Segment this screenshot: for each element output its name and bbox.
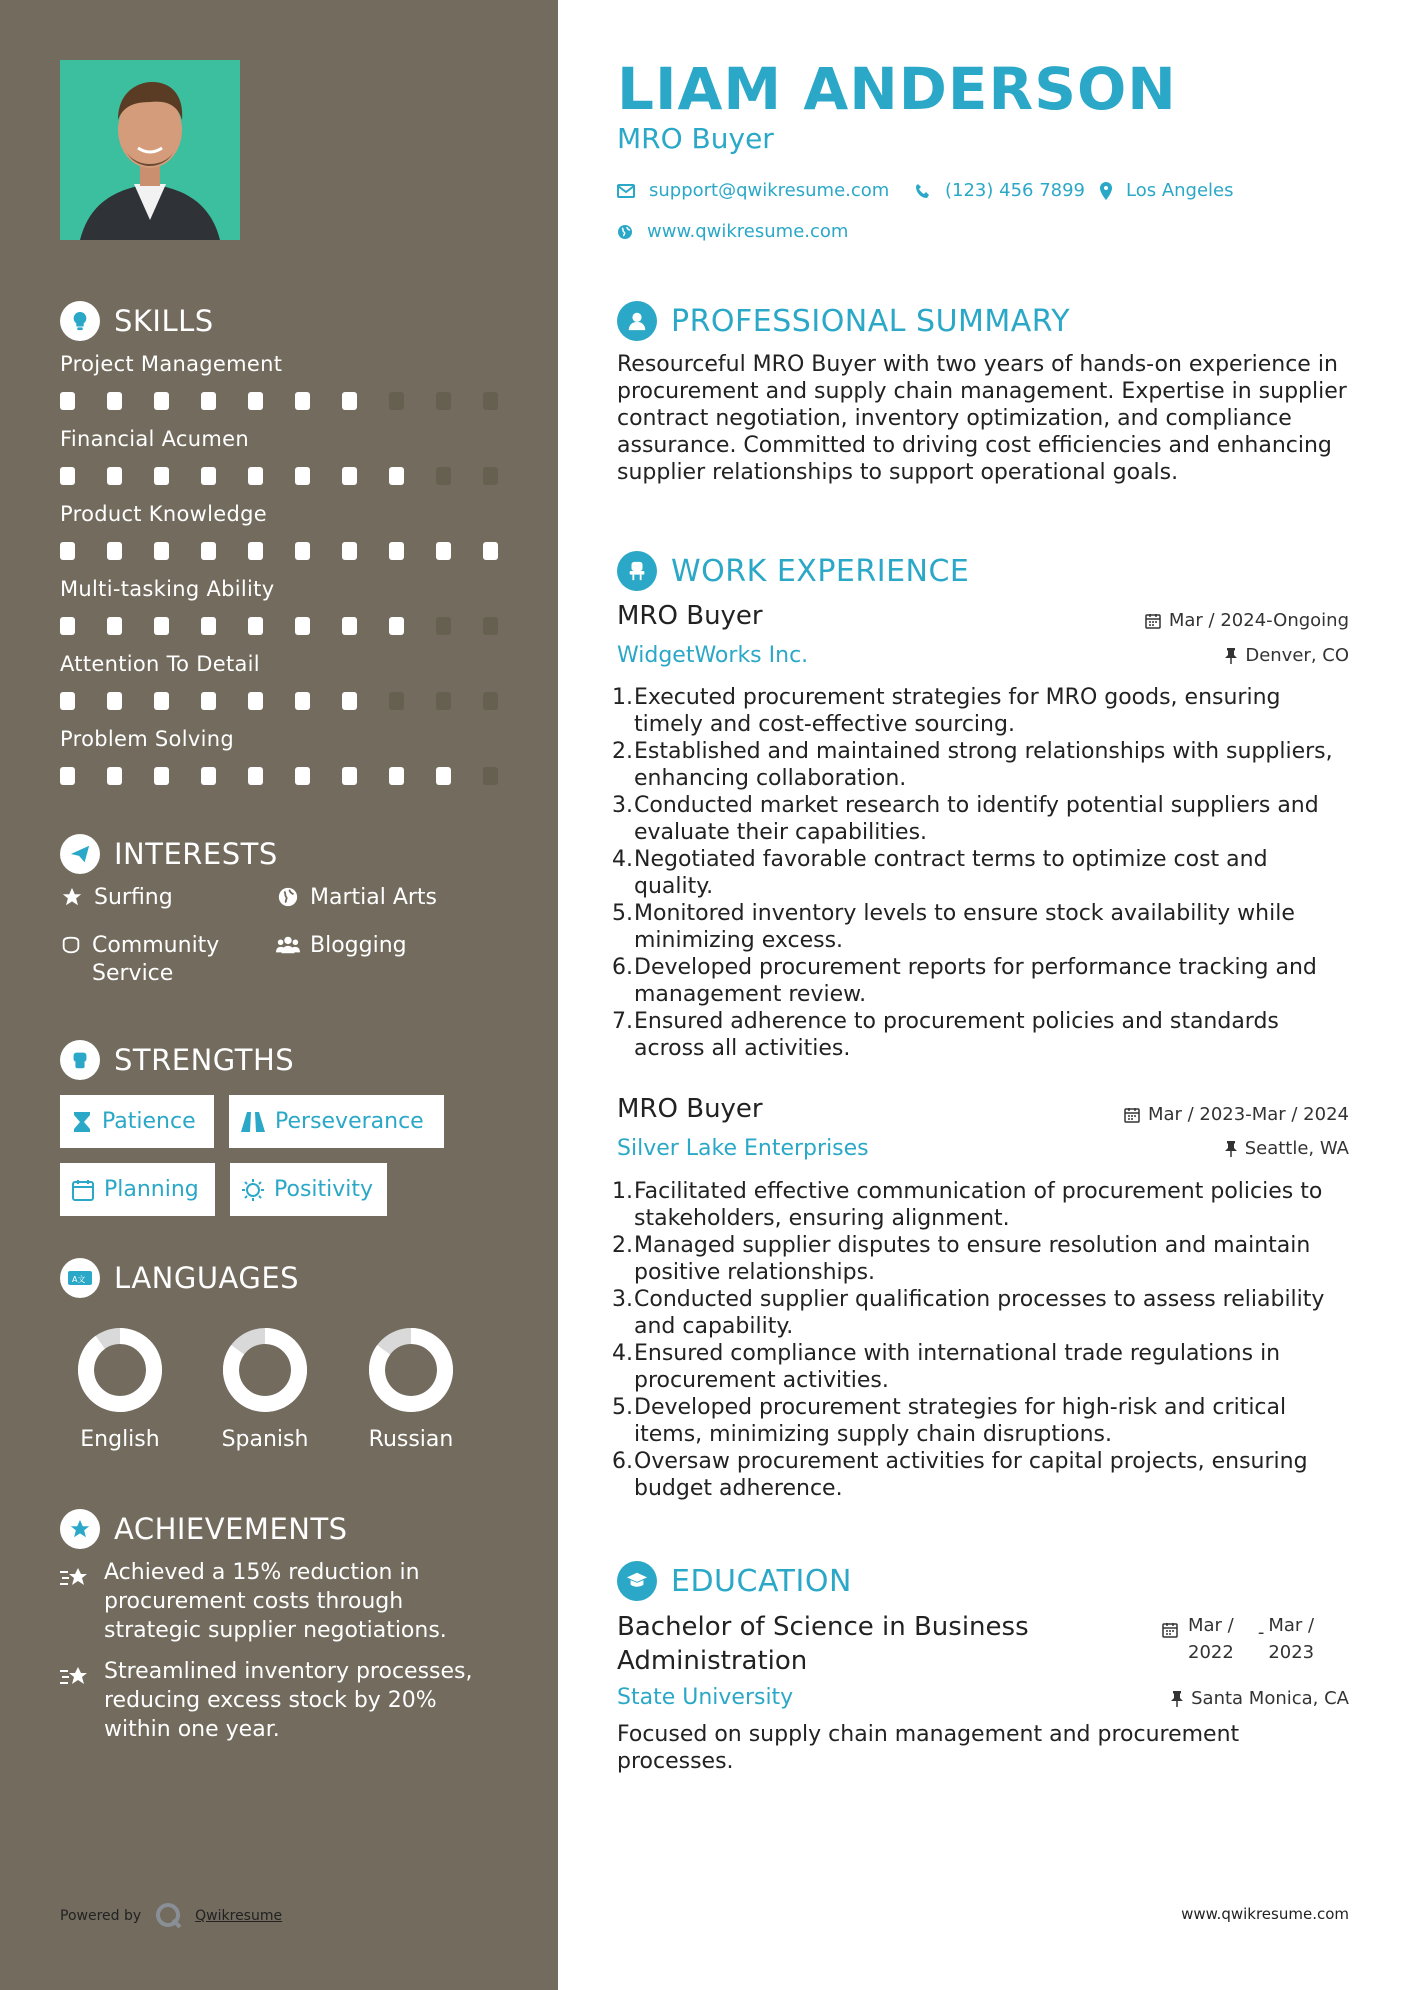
interest-label: Martial Arts <box>310 885 438 910</box>
sidebar <box>0 0 558 1990</box>
calendar-icon <box>1162 1612 1178 1643</box>
skill-dot-filled <box>60 692 75 710</box>
bullet-text: Ensured adherence to procurement policies and standards across all activities. <box>634 1009 1279 1061</box>
skill-dot-filled <box>154 542 169 560</box>
calendar-icon <box>1145 613 1161 629</box>
education-end <box>1268 1612 1314 1666</box>
skill-dot-filled <box>201 467 216 485</box>
skill-item <box>60 352 500 410</box>
job-bullet <box>612 738 1352 792</box>
skill-dot-filled <box>248 467 263 485</box>
achievements-header <box>60 1509 348 1549</box>
language-name: Spanish <box>221 1427 309 1452</box>
summary-text: Resourceful MRO Buyer with two years of hands-on experience in procurement and supply chain management. Expertise in supplier contract negotiation, inventory optimization, and compliance assurance. Committed to driving cost efficiencies and enhancing supplier relationships to support operational goals. <box>617 352 1347 485</box>
job-location <box>1225 645 1349 666</box>
envelope-icon <box>617 184 635 198</box>
degree-line-2: Administration <box>617 1646 808 1676</box>
end-month: Mar / <box>1268 1615 1315 1636</box>
strength-label: Planning <box>104 1177 199 1202</box>
strength-tag <box>229 1095 444 1148</box>
bullet-text: Executed procurement strategies for MRO goods, ensuring timely and cost-effective sourcing. <box>634 685 1281 737</box>
skill-dot-filled <box>201 617 216 635</box>
skill-dot-empty <box>436 467 451 485</box>
contact-website[interactable] <box>617 221 848 242</box>
skill-dot-empty <box>483 767 498 785</box>
pushpin-icon <box>1225 648 1237 664</box>
shooting-star-icon <box>60 1657 92 1744</box>
candidate-role: MRO Buyer <box>617 122 774 155</box>
skill-dot-filled <box>389 617 404 635</box>
powered-brand-link[interactable]: Qwikresume <box>195 1908 283 1924</box>
strength-tag <box>60 1163 215 1216</box>
hand-icon <box>60 932 82 956</box>
school-name: State University <box>617 1685 794 1710</box>
education-location-text: Santa Monica, CA <box>1191 1688 1349 1709</box>
skill-dot-filled <box>248 767 263 785</box>
skill-dot-filled <box>107 767 122 785</box>
skill-dot-filled <box>342 692 357 710</box>
language-donut <box>220 1325 310 1415</box>
skill-dot-filled <box>201 392 216 410</box>
calendar-icon <box>1124 1107 1140 1123</box>
skill-dot-filled <box>107 392 122 410</box>
skill-dot-filled <box>60 542 75 560</box>
bullet-number: 6. <box>612 955 633 980</box>
skill-name: Attention To Detail <box>60 652 260 676</box>
bullet-text: Established and maintained strong relationships with suppliers, enhancing collaboration. <box>634 739 1333 791</box>
bullet-number: 2. <box>612 1233 633 1258</box>
bullet-text: Conducted market research to identify potential suppliers and evaluate their capabilities. <box>634 793 1319 845</box>
skill-dot-filled <box>201 692 216 710</box>
bullet-number: 5. <box>612 1395 633 1420</box>
skill-dot-filled <box>201 542 216 560</box>
language-name: Russian <box>368 1427 454 1452</box>
skill-dot-filled <box>295 392 310 410</box>
bullet-number: 3. <box>612 1287 633 1312</box>
experience-title: WORK EXPERIENCE <box>671 553 970 589</box>
skill-dot-filled <box>107 692 122 710</box>
start-month: Mar / <box>1188 1615 1234 1636</box>
skill-dot-filled <box>295 767 310 785</box>
skill-dot-filled <box>342 392 357 410</box>
star-icon <box>60 884 84 908</box>
bullet-text: Conducted supplier qualification processes to assess reliability and capability. <box>634 1287 1325 1339</box>
bullet-number: 6. <box>612 1449 633 1474</box>
skill-dot-filled <box>154 617 169 635</box>
job-bullets <box>612 684 1352 1062</box>
skill-dot-filled <box>248 392 263 410</box>
contact-phone[interactable] <box>915 180 1085 201</box>
language-donut-fill <box>86 1336 154 1404</box>
graduate-icon <box>617 1561 657 1601</box>
strength-tag <box>230 1163 387 1216</box>
date-dash: - <box>1257 1622 1265 1643</box>
achievement-text: Streamlined inventory processes, reducing excess stock by 20% within one year. <box>104 1659 473 1742</box>
skill-dot-filled <box>295 467 310 485</box>
experience-header <box>617 551 969 591</box>
strength-label: Patience <box>102 1109 196 1134</box>
phone-icon <box>915 183 931 199</box>
interests-title: INTERESTS <box>114 837 278 871</box>
skill-name: Product Knowledge <box>60 502 267 526</box>
bullet-number: 7. <box>612 1009 633 1034</box>
calendar-icon <box>72 1179 94 1201</box>
skill-item <box>60 502 500 560</box>
achievement-star-icon <box>60 1509 100 1549</box>
skill-dot-filled <box>107 467 122 485</box>
lightbulb-icon <box>60 301 100 341</box>
skill-dot-filled <box>107 617 122 635</box>
phone-text: (123) 456 7899 <box>945 180 1086 201</box>
skill-dot-empty <box>483 692 498 710</box>
bullet-number: 5. <box>612 901 633 926</box>
skill-dot-filled <box>342 767 357 785</box>
skill-rating <box>60 767 500 785</box>
skill-dot-filled <box>154 467 169 485</box>
skill-dot-filled <box>60 467 75 485</box>
job-location <box>1225 1138 1349 1159</box>
job-dates <box>1145 610 1349 631</box>
skill-dot-filled <box>295 542 310 560</box>
skill-name: Financial Acumen <box>60 427 249 451</box>
skill-name: Project Management <box>60 352 283 376</box>
skill-dot-filled <box>436 767 451 785</box>
company-name: Silver Lake Enterprises <box>617 1136 869 1161</box>
shooting-star-icon <box>60 1558 92 1645</box>
language-name: English <box>80 1427 160 1452</box>
skill-dot-filled <box>107 542 122 560</box>
chair-icon <box>617 551 657 591</box>
skill-item <box>60 577 500 635</box>
job-bullet <box>612 1232 1352 1286</box>
skill-dot-filled <box>389 542 404 560</box>
job-bullet <box>612 1394 1352 1448</box>
strengths-header <box>60 1040 294 1080</box>
language-item <box>210 1325 320 1452</box>
job-bullet <box>612 1448 1352 1502</box>
job-bullet <box>612 1178 1352 1232</box>
job-title: MRO Buyer <box>617 1094 763 1124</box>
fist-icon <box>60 1040 100 1080</box>
achievement-item <box>60 1558 500 1645</box>
skill-dot-filled <box>436 542 451 560</box>
skill-name: Problem Solving <box>60 727 234 751</box>
bullet-text: Developed procurement reports for performance tracking and management review. <box>634 955 1317 1007</box>
skill-dot-filled <box>60 617 75 635</box>
skill-rating <box>60 542 500 560</box>
interests-header <box>60 834 278 874</box>
interest-item <box>60 932 260 988</box>
job-bullet <box>612 684 1352 738</box>
sun-icon <box>242 1179 264 1201</box>
end-year: 2023 <box>1268 1642 1315 1663</box>
strength-label: Positivity <box>274 1177 374 1202</box>
skill-dot-filled <box>342 542 357 560</box>
pushpin-icon <box>1171 1691 1183 1707</box>
svg-text:A文: A文 <box>72 1275 86 1284</box>
job-dates-text: Mar / 2024-Ongoing <box>1168 610 1349 631</box>
map-pin-icon <box>1100 182 1112 200</box>
job-bullet <box>612 846 1352 900</box>
job-bullet <box>612 900 1352 954</box>
skill-dot-filled <box>248 542 263 560</box>
interest-item <box>276 932 407 960</box>
skill-dot-empty <box>436 617 451 635</box>
skill-dot-empty <box>483 617 498 635</box>
contact-email[interactable] <box>617 180 889 201</box>
skill-dot-empty <box>389 392 404 410</box>
bullet-number: 1. <box>612 1179 633 1204</box>
globe-icon <box>276 884 300 908</box>
bullet-text: Ensured compliance with international trade regulations in procurement activities. <box>634 1341 1281 1393</box>
interest-label: Surfing <box>94 885 173 910</box>
education-dates <box>1162 1612 1314 1666</box>
interest-label: Blogging <box>310 933 407 958</box>
powered-by-label: Powered by <box>60 1908 142 1924</box>
degree-line-1: Bachelor of Science in Business <box>617 1612 1029 1642</box>
skill-item <box>60 727 500 785</box>
skill-dot-filled <box>389 767 404 785</box>
skill-dot-filled <box>342 617 357 635</box>
pushpin-icon <box>1225 1141 1237 1157</box>
company-name: WidgetWorks Inc. <box>617 643 809 668</box>
job-dates <box>1124 1104 1349 1125</box>
skill-dot-empty <box>483 467 498 485</box>
skill-name: Multi-tasking Ability <box>60 577 275 601</box>
skill-dot-filled <box>295 692 310 710</box>
paper-plane-icon <box>60 834 100 874</box>
user-icon <box>617 301 657 341</box>
hourglass-icon <box>72 1111 92 1133</box>
language-item <box>65 1325 175 1452</box>
start-year: 2022 <box>1188 1642 1234 1663</box>
summary-header <box>617 301 1070 341</box>
language-donut <box>366 1325 456 1415</box>
job-title: MRO Buyer <box>617 601 763 631</box>
bullet-text: Facilitated effective communication of procurement policies to stakeholders, ensuring alignment. <box>634 1179 1323 1231</box>
skill-rating <box>60 692 500 710</box>
languages-title: LANGUAGES <box>114 1261 300 1295</box>
skill-dot-empty <box>389 692 404 710</box>
strengths-title: STRENGTHS <box>114 1043 295 1077</box>
job-bullet <box>612 792 1352 846</box>
skills-header <box>60 301 214 341</box>
summary-title: PROFESSIONAL SUMMARY <box>671 303 1071 339</box>
strength-tag <box>60 1095 214 1148</box>
job-bullet <box>612 1340 1352 1394</box>
skill-dot-filled <box>154 692 169 710</box>
job-bullet <box>612 1008 1352 1062</box>
education-header <box>617 1561 852 1601</box>
job-bullets <box>612 1178 1352 1502</box>
powered-by <box>60 1902 282 1930</box>
bullet-text: Monitored inventory levels to ensure stock availability while minimizing excess. <box>634 901 1295 953</box>
skill-rating <box>60 617 500 635</box>
skill-dot-filled <box>60 392 75 410</box>
email-text: support@qwikresume.com <box>649 180 890 201</box>
website-text: www.qwikresume.com <box>647 221 849 242</box>
bullet-number: 3. <box>612 793 633 818</box>
contact-location <box>1100 180 1234 201</box>
skills-title: SKILLS <box>114 304 214 338</box>
skill-dot-filled <box>60 767 75 785</box>
job-location-text: Seattle, WA <box>1244 1138 1349 1159</box>
skill-dot-filled <box>248 617 263 635</box>
bullet-number: 4. <box>612 847 633 872</box>
road-icon <box>241 1112 265 1132</box>
candidate-name: LIAM ANDERSON <box>617 55 1177 123</box>
users-icon <box>276 932 300 956</box>
bullet-number: 4. <box>612 1341 633 1366</box>
skill-dot-filled <box>201 767 216 785</box>
skill-item <box>60 427 500 485</box>
skill-dot-filled <box>154 767 169 785</box>
skill-dot-filled <box>295 617 310 635</box>
location-text: Los Angeles <box>1126 180 1234 201</box>
skill-dot-filled <box>389 467 404 485</box>
language-icon <box>60 1258 100 1298</box>
education-start <box>1188 1612 1234 1666</box>
achievement-item <box>60 1657 500 1744</box>
skill-rating <box>60 392 500 410</box>
skill-rating <box>60 467 500 485</box>
footer-url[interactable]: www.qwikresume.com <box>1181 1905 1349 1923</box>
globe-icon <box>617 224 633 240</box>
strength-label: Perseverance <box>275 1109 424 1134</box>
interest-label: Community Service <box>92 933 220 986</box>
skill-dot-filled <box>248 692 263 710</box>
degree-title <box>617 1610 1029 1678</box>
language-item <box>356 1325 466 1452</box>
skill-dot-filled <box>342 467 357 485</box>
languages-header <box>60 1258 299 1298</box>
education-location <box>1171 1688 1349 1709</box>
job-bullet <box>612 1286 1352 1340</box>
education-title: EDUCATION <box>671 1563 852 1599</box>
skill-dot-empty <box>436 392 451 410</box>
education-text: Focused on supply chain management and procurement processes. <box>617 1722 1240 1774</box>
job-dates-text: Mar / 2023-Mar / 2024 <box>1147 1104 1349 1125</box>
skill-dot-filled <box>154 392 169 410</box>
bullet-number: 1. <box>612 685 633 710</box>
bullet-number: 2. <box>612 739 633 764</box>
skill-dot-empty <box>436 692 451 710</box>
skill-item <box>60 652 500 710</box>
achievements-title: ACHIEVEMENTS <box>114 1512 348 1546</box>
skill-dot-filled <box>483 542 498 560</box>
language-donut <box>75 1325 165 1415</box>
interest-item <box>276 884 437 912</box>
profile-photo <box>60 60 240 240</box>
skill-dot-empty <box>483 392 498 410</box>
qwikresume-logo-icon <box>155 1902 183 1930</box>
bullet-text: Negotiated favorable contract terms to optimize cost and quality. <box>634 847 1268 899</box>
job-bullet <box>612 954 1352 1008</box>
bullet-text: Oversaw procurement activities for capital projects, ensuring budget adherence. <box>634 1449 1308 1501</box>
bullet-text: Developed procurement strategies for high-risk and critical items, minimizing supply chain disruptions. <box>634 1395 1287 1447</box>
interest-item <box>60 884 173 912</box>
achievement-text: Achieved a 15% reduction in procurement costs through strategic supplier negotiations. <box>104 1560 447 1643</box>
job-location-text: Denver, CO <box>1245 645 1349 666</box>
bullet-text: Managed supplier disputes to ensure resolution and maintain positive relationships. <box>634 1233 1311 1285</box>
